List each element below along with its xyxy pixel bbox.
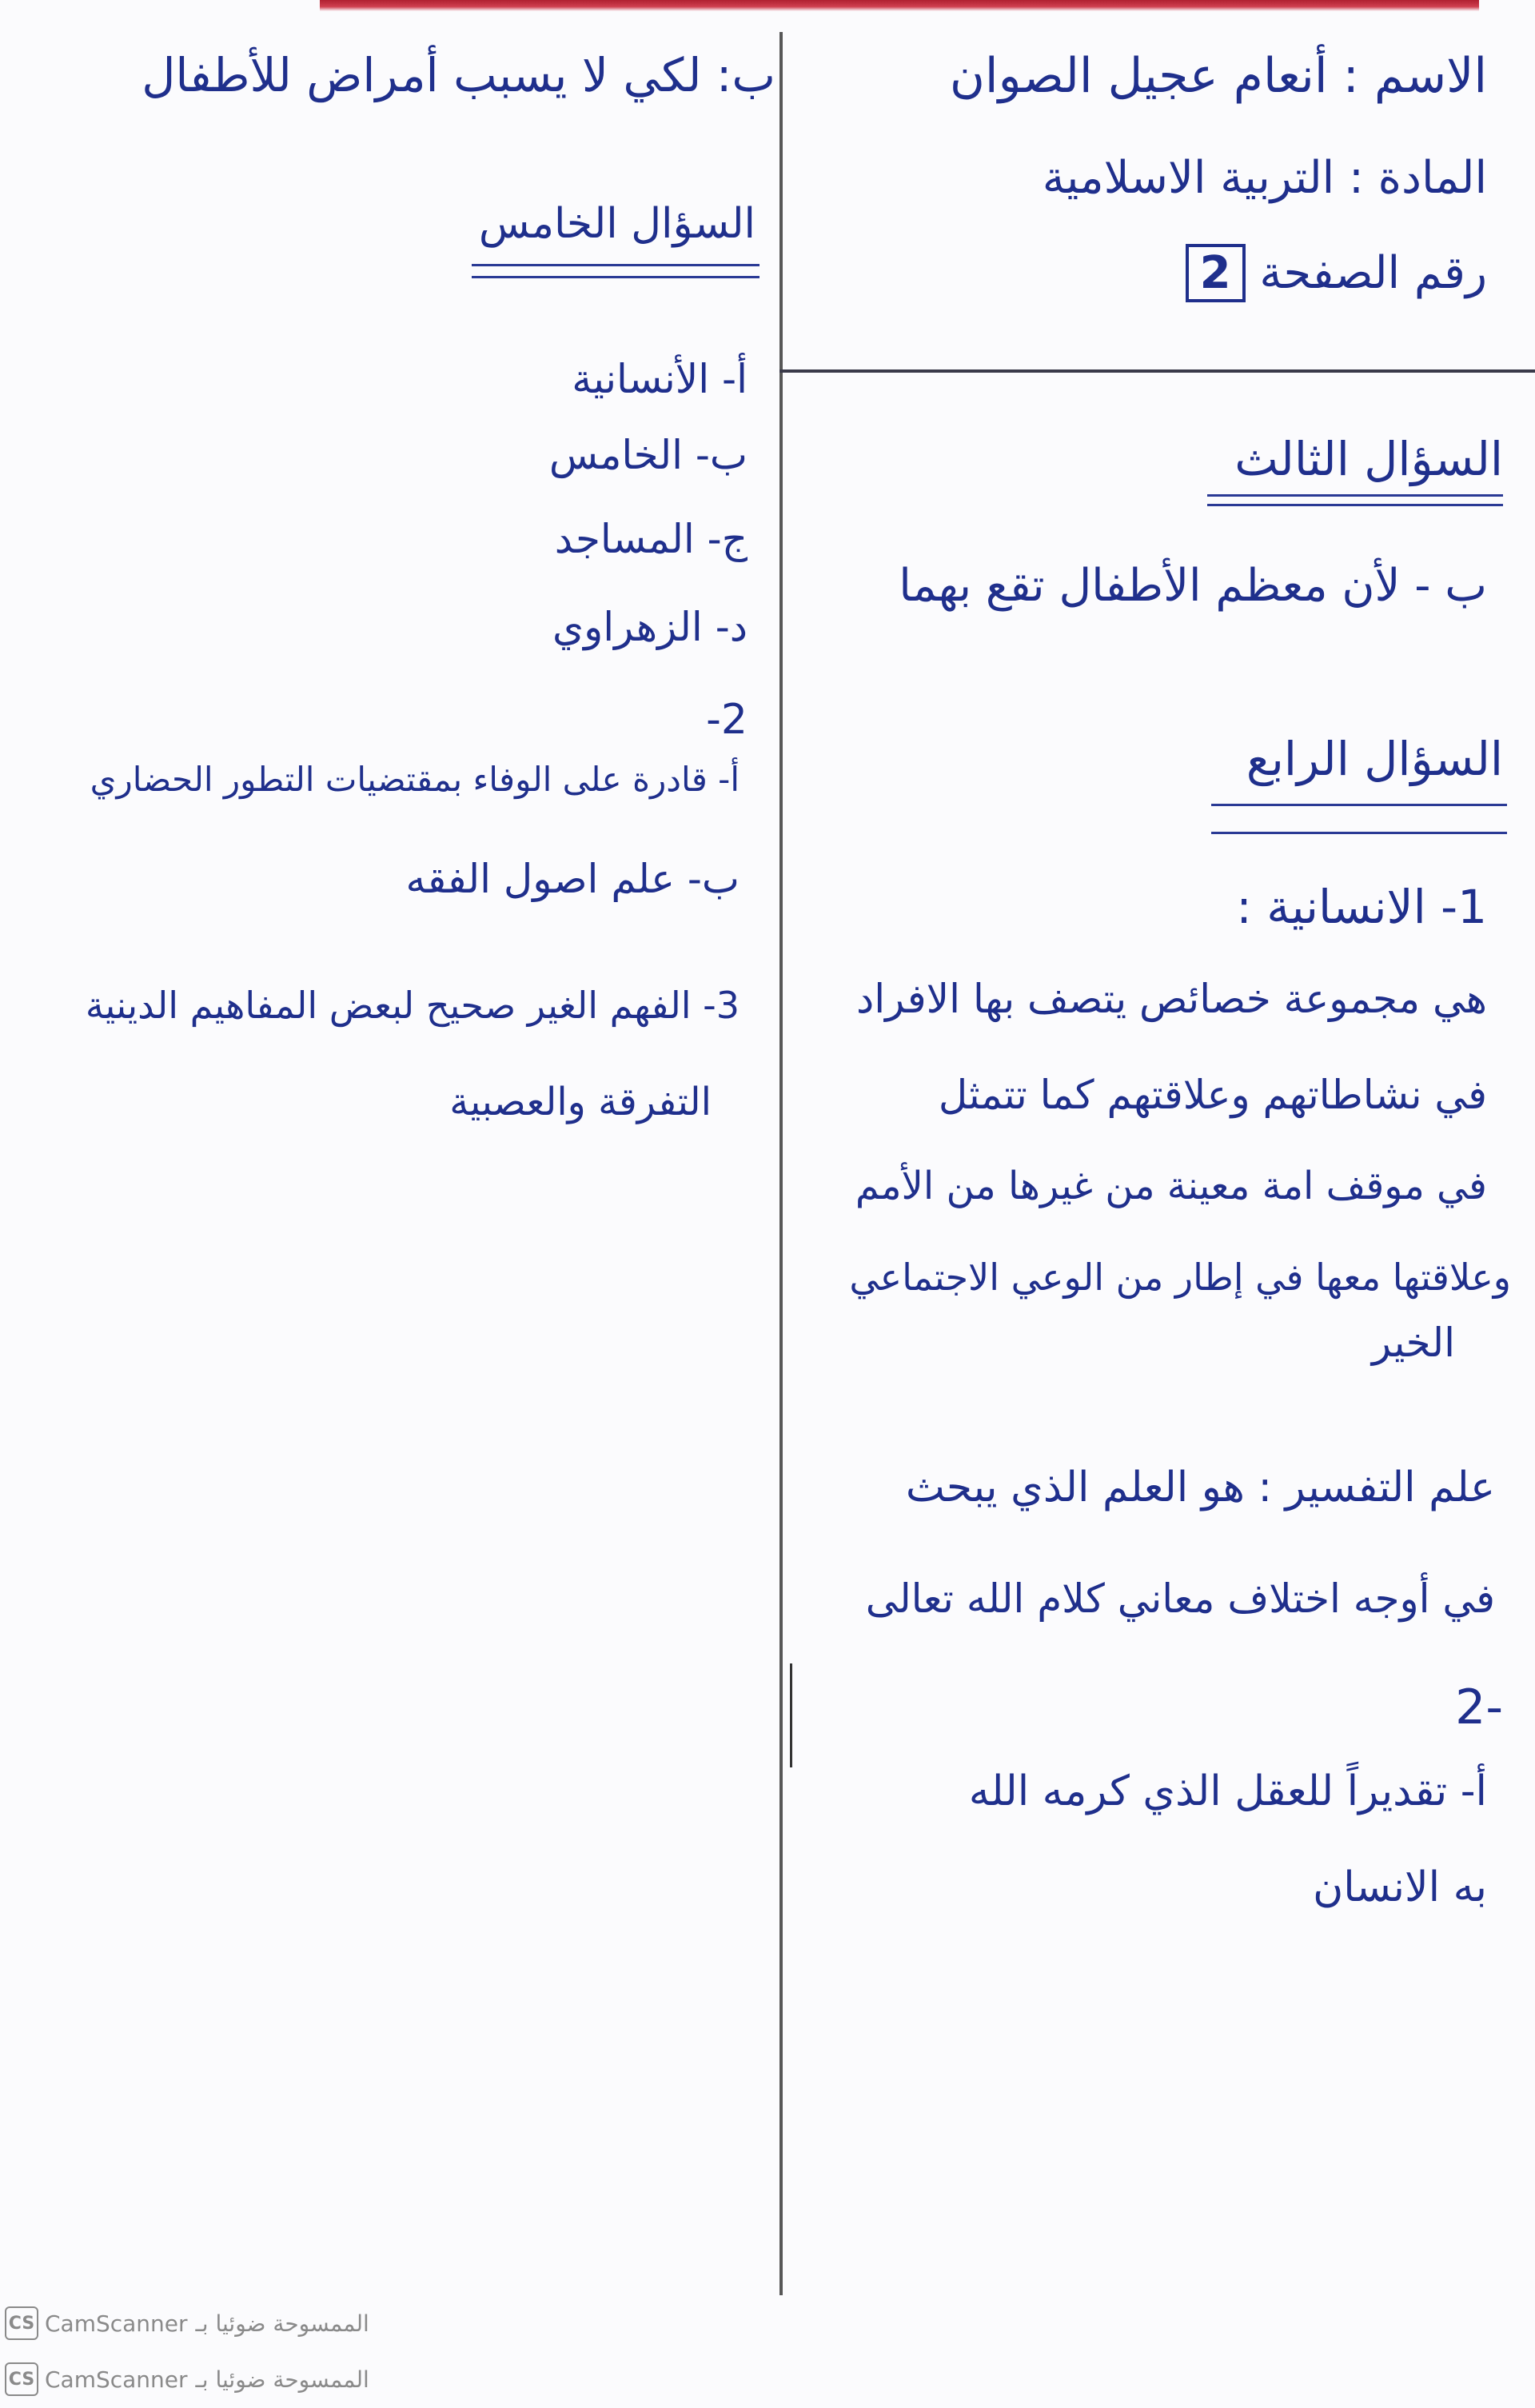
page-number-label: رقم الصفحة xyxy=(1259,247,1487,299)
page-number-box: 2 xyxy=(1186,244,1246,302)
camscanner-logo: CS xyxy=(5,2306,38,2340)
q4-title-underline xyxy=(1211,804,1507,806)
paper-top-edge xyxy=(320,0,1479,11)
q5-item3-line: التفرقة والعصبية xyxy=(449,1080,712,1124)
q4-item1-label: 1- الانسانية : xyxy=(1236,880,1487,934)
q4-item1-line: الخير xyxy=(1371,1320,1455,1366)
q3-title: السؤال الثالث xyxy=(1234,432,1503,486)
header-divider xyxy=(779,369,1535,373)
column-divider-stub xyxy=(790,1663,792,1767)
q4-item1-line: في نشاطاتهم وعلاقتهم كما تتمثل xyxy=(938,1072,1487,1118)
camscanner-caption-2: الممسوحة ضوئيا بـ xyxy=(195,2366,369,2393)
camscanner-caption: الممسوحة ضوئيا بـ xyxy=(195,2310,369,2337)
camscanner-name: CamScanner xyxy=(45,2310,188,2337)
q4-item2-line: أ- تقديراً للعقل الذي كرمه الله xyxy=(968,1767,1487,1815)
page-number-line xyxy=(1178,244,1487,302)
camscanner-logo-2: CS xyxy=(5,2362,38,2396)
q4-tafsir-line: في أوجه اختلاف معاني كلام الله تعالى xyxy=(865,1575,1495,1622)
q5-answer: ب- الخامس xyxy=(548,432,748,478)
q4-title-underline-2 xyxy=(1211,832,1507,834)
q-prev-answer: ب: لكي لا يسبب أمراض للأطفال xyxy=(142,48,775,102)
q4-item1-line: هي مجموعة خصائص يتصف بها الافراد xyxy=(856,976,1487,1022)
q3-answer: ب - لأن معظم الأطفال تقع بهما xyxy=(899,560,1487,612)
q5-title-underline xyxy=(472,264,760,266)
camscanner-name-2: CamScanner xyxy=(45,2366,188,2393)
q5-title-underline-2 xyxy=(472,276,760,278)
student-name: الاسم : أنعام عجيل الصوان xyxy=(949,48,1487,104)
q5-item2-line: ب- علم اصول الفقه xyxy=(405,856,740,902)
q3-title-underline xyxy=(1207,494,1503,497)
q4-item2-line: به الانسان xyxy=(1313,1863,1487,1911)
q4-item2-label: -2 xyxy=(1455,1679,1503,1735)
q5-title: السؤال الخامس xyxy=(478,200,756,248)
q4-tafsir-line: علم التفسير : هو العلم الذي يبحث xyxy=(905,1464,1495,1511)
q5-answer: د- الزهراوي xyxy=(552,604,748,650)
q5-item3-line: 3- الفهم الغير صحيح لبعض المفاهيم الدينية xyxy=(85,984,740,1027)
camscanner-watermark-2 xyxy=(5,2359,369,2399)
camscanner-watermark xyxy=(5,2303,369,2343)
q4-item1-line: وعلاقتها معها في إطار من الوعي الاجتماعي xyxy=(849,1256,1511,1299)
q4-item1-line: في موقف امة معينة من غيرها من الأمم xyxy=(855,1164,1487,1208)
q5-answer: أ- الأنسانية xyxy=(572,356,748,402)
subject-line: المادة : التربية الاسلامية xyxy=(1042,152,1487,204)
q3-title-underline-2 xyxy=(1207,504,1503,506)
q5-answer: ج- المساجد xyxy=(554,516,748,562)
q5-item2-line: أ- قادرة على الوفاء بمقتضيات التطور الحضاري xyxy=(90,760,740,799)
q4-title: السؤال الرابع xyxy=(1246,732,1503,786)
q5-item2-label: 2- xyxy=(706,696,748,744)
